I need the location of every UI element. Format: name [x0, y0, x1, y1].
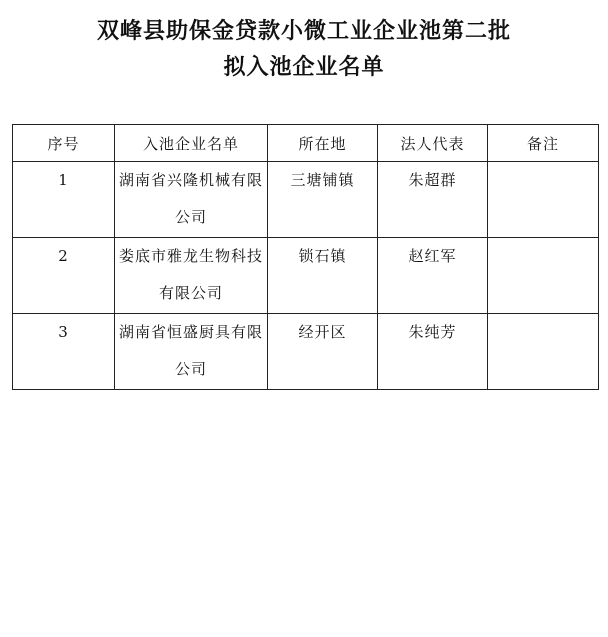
cell-location: 锁石镇: [268, 238, 378, 314]
table-row: [13, 238, 599, 314]
header-representative: 法人代表: [378, 125, 488, 162]
cell-index: 1: [13, 162, 115, 238]
header-location: 所在地: [268, 125, 378, 162]
cell-representative: 朱纯芳: [378, 314, 488, 390]
table-row: [13, 314, 599, 390]
cell-remarks: [488, 238, 599, 314]
title-line-2: 拟入池企业名单: [223, 55, 385, 80]
document-title: [0, 14, 608, 86]
cell-remarks: [488, 162, 599, 238]
cell-company: 湖南省恒盛厨具有限公司: [115, 314, 268, 390]
cell-company: 湖南省兴隆机械有限公司: [115, 162, 268, 238]
header-remarks: 备注: [488, 125, 599, 162]
cell-representative: 赵红军: [378, 238, 488, 314]
company-roster-table: [12, 124, 599, 390]
table-header-row: [13, 125, 599, 162]
cell-index: 2: [13, 238, 115, 314]
cell-index: 3: [13, 314, 115, 390]
cell-location: 经开区: [268, 314, 378, 390]
header-company: 入池企业名单: [115, 125, 268, 162]
table-row: [13, 162, 599, 238]
title-line-1: 双峰县助保金贷款小微工业企业池第二批: [96, 19, 511, 44]
cell-representative: 朱超群: [378, 162, 488, 238]
cell-remarks: [488, 314, 599, 390]
header-index: 序号: [13, 125, 115, 162]
cell-location: 三塘铺镇: [268, 162, 378, 238]
cell-company: 娄底市雅龙生物科技有限公司: [115, 238, 268, 314]
